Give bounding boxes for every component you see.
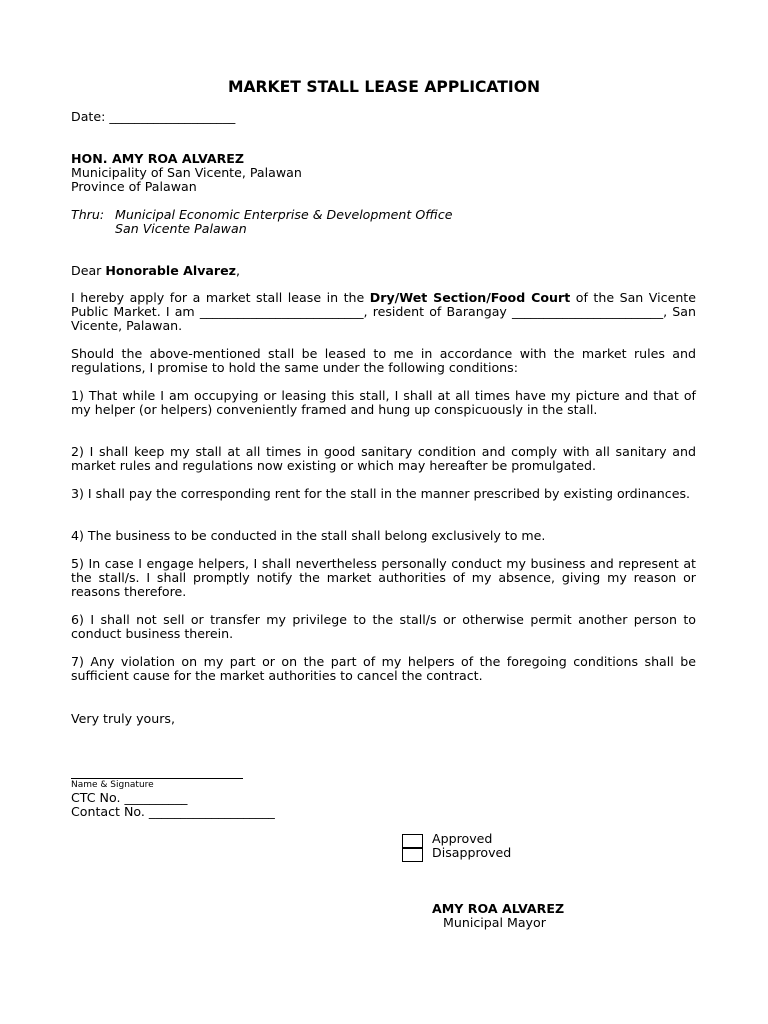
- salutation-name: Honorable Alvarez: [105, 263, 236, 278]
- salutation-suffix: ,: [236, 263, 241, 278]
- approved-checkbox[interactable]: [402, 834, 423, 848]
- promise-paragraph: Should the above-mentioned stall be leased to me in accordance with the market rules and regulations, I promise to hold the same under the following conditions:: [71, 346, 696, 375]
- condition-6: 6) I shall not sell or transfer my privilege to the stall/s or otherwise permit another person to conduct business therein.: [71, 612, 696, 641]
- thru-office: Municipal Economic Enterprise & Development Office: [115, 207, 453, 222]
- signature-label: Name & Signature: [71, 780, 154, 790]
- stall-section: Dry/Wet Section/Food Court: [369, 290, 571, 305]
- closing: Very truly yours,: [71, 711, 175, 726]
- condition-1: 1) That while I am occupying or leasing this stall, I shall at all times have my picture and that of my helper (or helpers) conveniently framed and hung up conspicuously in the stall.: [71, 388, 696, 417]
- signature-line: [71, 778, 243, 779]
- condition-5: 5) In case I engage helpers, I shall nevertheless personally conduct my business and represent at the stall/s. I shall promptly notify the market authorities of my absence, giving my reason or reasons therefore.: [71, 556, 696, 599]
- document-title: MARKET STALL LEASE APPLICATION: [227, 78, 541, 96]
- approved-label: Approved: [432, 831, 493, 846]
- salutation: [71, 263, 240, 278]
- condition-4: 4) The business to be conducted in the stall shall belong exclusively to me.: [71, 528, 546, 543]
- condition-2: 2) I shall keep my stall at all times in good sanitary condition and comply with all sanitary and market rules and regulations now existing or which may hereafter be promulgated.: [71, 444, 696, 473]
- disapproved-checkbox[interactable]: [402, 848, 423, 862]
- thru-label: Thru:: [71, 207, 105, 222]
- disapproved-label: Disapproved: [432, 845, 512, 860]
- addressee-name: HON. AMY ROA ALVAREZ: [71, 151, 245, 166]
- mayor-title: Municipal Mayor: [443, 915, 546, 930]
- salutation-prefix: Dear: [71, 263, 106, 278]
- intro-paragraph: [71, 291, 696, 333]
- mayor-name: AMY ROA ALVAREZ: [432, 901, 565, 916]
- intro-part1: I hereby apply for a market stall lease in the: [71, 290, 370, 305]
- addressee-municipality: Municipality of San Vicente, Palawan: [71, 165, 302, 180]
- thru-location: San Vicente Palawan: [115, 221, 247, 236]
- intro-part2: of the San Vicente Public Market. I am __________________________, resident of Barangay ________________________, San Vicente, Palawan.: [71, 290, 696, 333]
- date-line: Date: ____________________: [71, 109, 236, 124]
- condition-3: 3) I shall pay the corresponding rent for the stall in the manner prescribed by existing ordinances.: [71, 486, 691, 501]
- ctc-number: CTC No. __________: [71, 790, 188, 805]
- condition-7: 7) Any violation on my part or on the part of my helpers of the foregoing conditions shall be sufficient cause for the market authorities to cancel the contract.: [71, 654, 696, 683]
- contact-number: Contact No. ____________________: [71, 804, 275, 819]
- addressee-province: Province of Palawan: [71, 179, 197, 194]
